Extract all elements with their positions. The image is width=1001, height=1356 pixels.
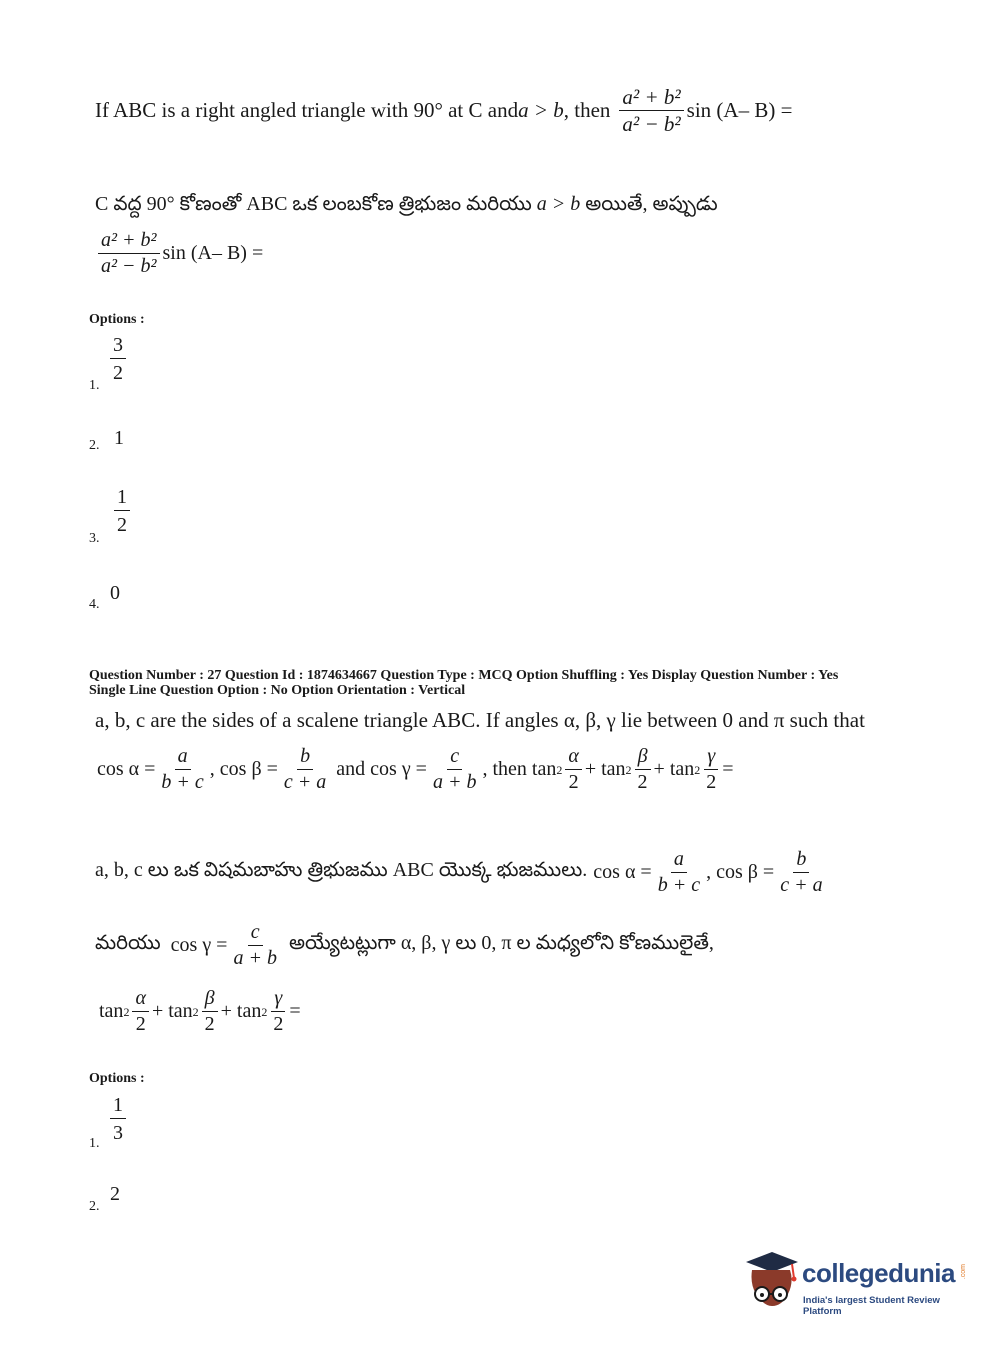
q27-equals: = bbox=[722, 758, 734, 780]
q27-frac-beta-num: b bbox=[297, 746, 313, 770]
q27-te-frac-gamma-num: c bbox=[248, 922, 263, 946]
q26-te-after: అయితే, అప్పుడు bbox=[585, 193, 718, 215]
q27-te-two: 2 bbox=[273, 1013, 284, 1035]
q27-te-tan-1: tan bbox=[99, 1000, 124, 1022]
q27-te-frac-alpha-num: a bbox=[671, 849, 687, 873]
q27-option-1-number: 1. bbox=[89, 1136, 100, 1151]
q27-beta: β bbox=[635, 746, 651, 770]
q27-te-frac-alpha-den: b + c bbox=[657, 874, 701, 896]
q26-en-then: , then bbox=[563, 98, 611, 123]
q26-option-1-number: 1. bbox=[89, 378, 100, 393]
q27-te-alpha: α bbox=[132, 988, 149, 1012]
q27-plus-tan-2: + tan bbox=[653, 758, 695, 780]
q27-te-plus-tan-2: + tan bbox=[220, 1000, 262, 1022]
logo-com: .com bbox=[960, 1264, 967, 1280]
q26-en-fraction bbox=[619, 86, 683, 135]
q27-te-frac-gamma-den: a + b bbox=[233, 947, 277, 969]
q27-frac-beta-den: c + a bbox=[283, 771, 327, 793]
q26-en-frac-den: a² − b² bbox=[622, 112, 681, 137]
q27-te-cos-beta: , cos β = bbox=[706, 861, 775, 883]
q27-frac-gamma-num: c bbox=[447, 746, 462, 770]
q26-option-4-number: 4. bbox=[89, 597, 100, 612]
q27-meta-line-1: Question Number : 27 Question Id : 1874634667 Question Type : MCQ Option Shuffling : Yes Display Question Number : Yes bbox=[89, 668, 839, 683]
q27-frac-alpha bbox=[158, 746, 206, 793]
q26-option-3-value bbox=[112, 486, 132, 536]
q27-cos-gamma: and cos γ = bbox=[336, 758, 427, 780]
q27-telugu-line-2 bbox=[95, 922, 714, 969]
q27-frac-beta bbox=[281, 746, 329, 793]
q27-frac-alpha-den: b + c bbox=[161, 771, 204, 793]
q27-te-frac-gamma bbox=[230, 922, 280, 969]
q26-option-1-denominator: 2 bbox=[113, 362, 123, 384]
q27-telugu-line-1 bbox=[95, 849, 829, 896]
q27-tan-beta-half bbox=[635, 746, 651, 793]
q26-te-condition: a > b bbox=[536, 193, 581, 215]
q27-te-two: 2 bbox=[204, 1013, 215, 1035]
q27-option-1-value bbox=[108, 1094, 128, 1144]
q26-option-2-number: 2. bbox=[89, 438, 100, 453]
q27-frac-gamma bbox=[430, 746, 480, 793]
q27-gamma: γ bbox=[704, 746, 718, 770]
q27-plus-tan-1: + tan bbox=[584, 758, 626, 780]
q27-meta-line-2: Single Line Question Option : No Option Orientation : Vertical bbox=[89, 683, 466, 698]
q27-two: 2 bbox=[706, 771, 717, 793]
q27-te-cos-alpha: cos α = bbox=[593, 861, 652, 883]
q27-cos-beta: , cos β = bbox=[209, 758, 278, 780]
q27-option-1-denominator: 3 bbox=[113, 1122, 123, 1144]
q27-tan-gamma-half bbox=[703, 746, 719, 793]
q26-option-1-value bbox=[108, 334, 128, 384]
q27-two: 2 bbox=[637, 771, 648, 793]
q27-te-beta: β bbox=[202, 988, 218, 1012]
q27-te-frac-beta bbox=[777, 849, 825, 896]
q27-te-tan-alpha-half bbox=[132, 988, 149, 1035]
q26-te-line: C వద్ద 90° కోణంతో ABC ఒక లంబకోణ త్రిభుజం మరియు bbox=[95, 193, 532, 215]
q27-te-line2-start: మరియు bbox=[95, 932, 161, 954]
q26-option-1-numerator: 3 bbox=[110, 334, 126, 359]
q27-te-two: 2 bbox=[135, 1013, 146, 1035]
q27-te-line1: a, b, c లు ఒక విషమబాహు త్రిభుజము ABC యొక్క భుజములు. bbox=[95, 859, 588, 881]
q27-english-equation: cos α = $\frac{a}{b + c}$ , cos β = $\frac{b}{c + a}$ and cos γ = $\frac{c}{a + b}$ , then tan 2 $\frac{\alpha}{2}$ + tan 2 $\frac{\beta}{2}$ + tan 2 $\frac{\gamma}{2}$ = bbox=[97, 745, 734, 793]
q27-te-tan-gamma-half bbox=[270, 988, 286, 1035]
q26-english bbox=[95, 86, 792, 135]
q26-telugu-line bbox=[95, 193, 718, 220]
q26-option-3-number: 3. bbox=[89, 531, 100, 546]
q26-option-3-numerator: 1 bbox=[114, 486, 130, 511]
q27-cos-alpha: cos α = bbox=[97, 758, 156, 780]
q27-option-2-number: 2. bbox=[89, 1199, 100, 1214]
q26-te-tail: sin (A– B) = bbox=[162, 242, 264, 264]
logo-wordmark: collegedunia bbox=[802, 1258, 955, 1288]
q27-telugu-expression: tan 2 $\frac{\alpha}{2}$ + tan 2 $\frac{\beta}{2}$ + tan 2 $\frac{\gamma}{2}$ = bbox=[99, 987, 301, 1035]
collegedunia-logo bbox=[742, 1250, 972, 1320]
mascot-icon bbox=[742, 1250, 802, 1312]
q27-te-frac-alpha bbox=[655, 849, 703, 896]
q27-option-2-value: 2 bbox=[110, 1183, 120, 1205]
q27-frac-alpha-num: a bbox=[175, 746, 191, 770]
q26-options-label: Options : bbox=[89, 312, 145, 327]
q26-en-prefix: If ABC is a right angled triangle with 90° at C and bbox=[95, 98, 519, 123]
q26-en-condition: a > b bbox=[518, 98, 564, 123]
q27-te-plus-tan-1: + tan bbox=[151, 1000, 193, 1022]
q26-option-3-denominator: 2 bbox=[117, 514, 127, 536]
q27-option-1-numerator: 1 bbox=[110, 1094, 126, 1119]
q26-en-tail: sin (A– B) = bbox=[686, 98, 793, 123]
q27-te-tan-beta-half bbox=[202, 988, 218, 1035]
q27-options-label: Options : bbox=[89, 1071, 145, 1086]
q27-te-gamma: γ bbox=[271, 988, 285, 1012]
q26-en-frac-num: a² + b² bbox=[619, 86, 683, 111]
q27-frac-gamma-den: a + b bbox=[432, 771, 477, 793]
q26-telugu-expression bbox=[95, 230, 263, 277]
q27-te-line2-mid: అయ్యేటట్లుగా α, β, γ లు 0, π ల మధ్యలోని కోణములైతే, bbox=[288, 932, 714, 954]
q27-english-line-1: a, b, c are the sides of a scalene triangle ABC. If angles α, β, γ lie between 0 and π such that bbox=[95, 708, 865, 732]
q26-option-2-value: 1 bbox=[114, 427, 124, 449]
q27-te-frac-beta-den: c + a bbox=[780, 874, 823, 896]
q27-te-equals: = bbox=[289, 1000, 301, 1022]
q27-tan-alpha-half bbox=[565, 746, 582, 793]
q26-option-4-value: 0 bbox=[110, 582, 120, 604]
q27-two: 2 bbox=[568, 771, 579, 793]
q27-te-cos-gamma: cos γ = bbox=[170, 934, 228, 956]
q27-then-tan: , then tan bbox=[482, 758, 557, 780]
q27-alpha: α bbox=[565, 746, 582, 770]
q26-te-fraction bbox=[98, 230, 160, 277]
q26-te-frac-den: a² − b² bbox=[101, 255, 157, 277]
logo-tagline: India's largest Student Review Platform bbox=[803, 1295, 940, 1317]
q26-te-frac-num: a² + b² bbox=[98, 230, 160, 254]
q27-te-frac-beta-num: b bbox=[793, 849, 809, 873]
